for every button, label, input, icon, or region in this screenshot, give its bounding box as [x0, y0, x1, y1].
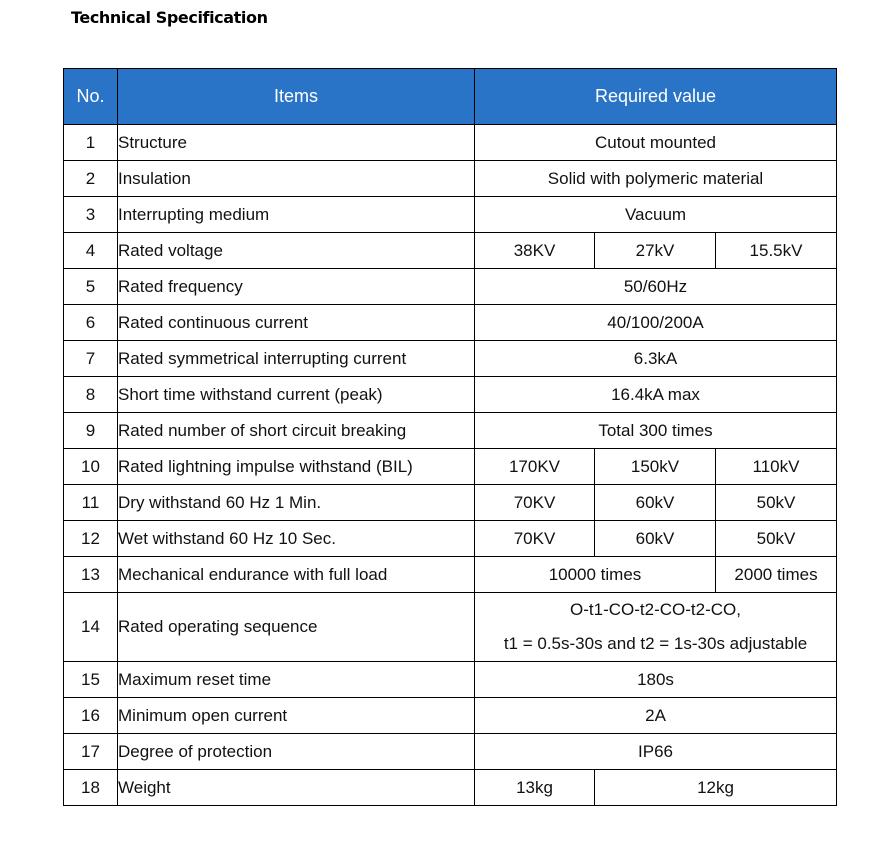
- row-value: 180s: [475, 662, 837, 698]
- row-value: 60kV: [595, 521, 716, 557]
- table-row: [64, 734, 837, 770]
- row-number: 18: [64, 770, 118, 806]
- row-value: IP66: [475, 734, 837, 770]
- row-item: Rated symmetrical interrupting current: [118, 341, 475, 377]
- row-value: Cutout mounted: [475, 125, 837, 161]
- row-value: 15.5kV: [716, 233, 837, 269]
- row-number: 5: [64, 269, 118, 305]
- row-item: Rated number of short circuit breaking: [118, 413, 475, 449]
- row-number: 4: [64, 233, 118, 269]
- row-value: 70KV: [475, 521, 595, 557]
- row-item: Insulation: [118, 161, 475, 197]
- table-header-row: [64, 69, 837, 125]
- row-value: 70KV: [475, 485, 595, 521]
- row-value: 13kg: [475, 770, 595, 806]
- row-value: 40/100/200A: [475, 305, 837, 341]
- table-row: [64, 770, 837, 806]
- table-row: [64, 521, 837, 557]
- row-item: Rated voltage: [118, 233, 475, 269]
- row-number: 16: [64, 698, 118, 734]
- row-value: 38KV: [475, 233, 595, 269]
- row-value: 16.4kA max: [475, 377, 837, 413]
- row-item: Rated lightning impulse withstand (BIL): [118, 449, 475, 485]
- row-item: Mechanical endurance with full load: [118, 557, 475, 593]
- row-value: 2000 times: [716, 557, 837, 593]
- row-item: Rated operating sequence: [118, 593, 475, 662]
- row-value: 50kV: [716, 485, 837, 521]
- row-value: Total 300 times: [475, 413, 837, 449]
- row-number: 12: [64, 521, 118, 557]
- row-value: 27kV: [595, 233, 716, 269]
- row-item: Structure: [118, 125, 475, 161]
- table-row: [64, 449, 837, 485]
- row-item: Weight: [118, 770, 475, 806]
- row-item: Rated frequency: [118, 269, 475, 305]
- table-row: [64, 662, 837, 698]
- row-number: 10: [64, 449, 118, 485]
- table-row: [64, 233, 837, 269]
- row-item: Wet withstand 60 Hz 10 Sec.: [118, 521, 475, 557]
- document-title: Technical Specification: [71, 8, 268, 27]
- table-row: [64, 305, 837, 341]
- table-row: [64, 161, 837, 197]
- row-number: 13: [64, 557, 118, 593]
- row-item: Rated continuous current: [118, 305, 475, 341]
- table-row: [64, 593, 837, 662]
- row-value: 10000 times: [475, 557, 716, 593]
- specification-table: [63, 68, 837, 806]
- row-value: 110kV: [716, 449, 837, 485]
- row-number: 2: [64, 161, 118, 197]
- row-number: 8: [64, 377, 118, 413]
- row-number: 6: [64, 305, 118, 341]
- row-value: 150kV: [595, 449, 716, 485]
- table-row: [64, 413, 837, 449]
- table-row: [64, 269, 837, 305]
- row-number: 14: [64, 593, 118, 662]
- column-header-items: Items: [118, 69, 475, 125]
- row-value: 2A: [475, 698, 837, 734]
- table-row: [64, 698, 837, 734]
- row-number: 3: [64, 197, 118, 233]
- row-item: Degree of protection: [118, 734, 475, 770]
- row-value: 60kV: [595, 485, 716, 521]
- row-value: Solid with polymeric material: [475, 161, 837, 197]
- column-header-required-value: Required value: [475, 69, 837, 125]
- row-number: 1: [64, 125, 118, 161]
- table-row: [64, 557, 837, 593]
- row-item: Minimum open current: [118, 698, 475, 734]
- row-value: Vacuum: [475, 197, 837, 233]
- table-row: [64, 377, 837, 413]
- row-number: 9: [64, 413, 118, 449]
- row-item: Short time withstand current (peak): [118, 377, 475, 413]
- row-number: 7: [64, 341, 118, 377]
- row-item: Dry withstand 60 Hz 1 Min.: [118, 485, 475, 521]
- row-value: 170KV: [475, 449, 595, 485]
- row-value: 50/60Hz: [475, 269, 837, 305]
- column-header-no: No.: [64, 69, 118, 125]
- table-row: [64, 485, 837, 521]
- row-value: 12kg: [595, 770, 837, 806]
- row-value: 50kV: [716, 521, 837, 557]
- table-row: [64, 197, 837, 233]
- row-number: 17: [64, 734, 118, 770]
- table-row: [64, 341, 837, 377]
- row-value: [475, 593, 837, 662]
- row-value: 6.3kA: [475, 341, 837, 377]
- row-item: Maximum reset time: [118, 662, 475, 698]
- row-item: Interrupting medium: [118, 197, 475, 233]
- sequence-line: t1 = 0.5s-30s and t2 = 1s-30s adjustable: [503, 634, 808, 653]
- row-number: 11: [64, 485, 118, 521]
- table-row: [64, 125, 837, 161]
- row-number: 15: [64, 662, 118, 698]
- sequence-line: O-t1-CO-t2-CO-t2-CO,: [570, 600, 741, 619]
